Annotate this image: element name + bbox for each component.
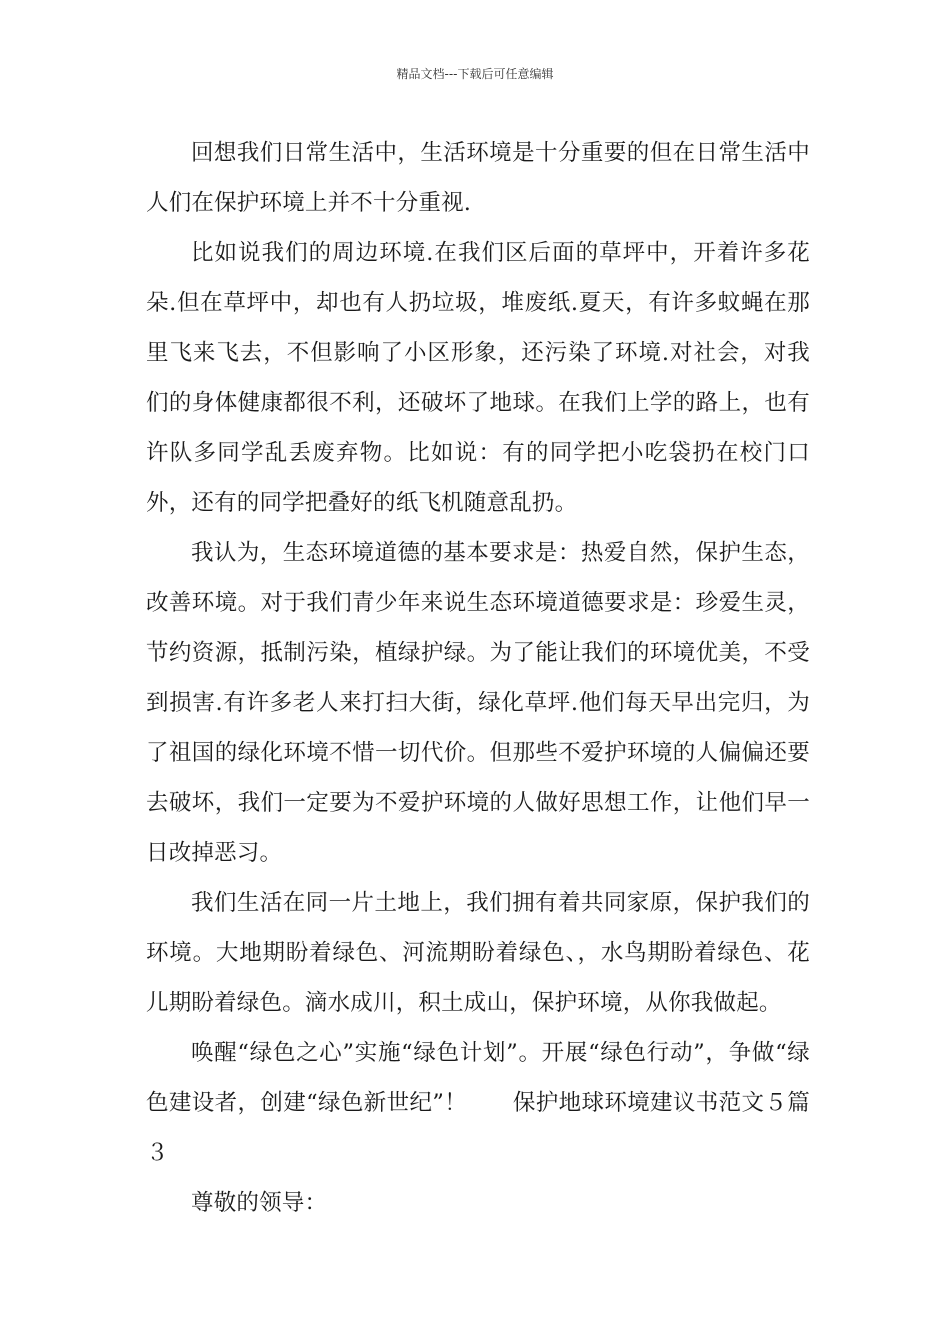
paragraph: 比如说我们的周边环境.在我们区后面的草坪中，开着许多花朵.但在草坪中，却也有人扔垃圾，堆废纸.夏天，有许多蚊蝇在那里飞来飞去，不但影响了小区形象，还污染了环境.对社会，对我们的身体健康都很不利，还破坏了地球。在我们上学的路上，也有许队多同学乱丢废弃物。比如说：有的同学把小吃袋扔在校门口外，还有的同学把叠好的纸飞机随意乱扔。 [146,240,810,516]
document-body [146,128,810,1228]
page-header: 精品文档---下载后可任意编辑 [396,67,554,81]
paragraph: 我认为，生态环境道德的基本要求是：热爱自然，保护生态，改善环境。对于我们青少年来说生态环境道德要求是：珍爱生灵，节约资源，抵制污染，植绿护绿。为了能让我们的环境优美，不受到损害.有许多老人来打扫大街，绿化草坪.他们每天早出完归，为了祖国的绿化环境不惜一切代价。但那些不爱护环境的人偏偏还要去破坏，我们一定要为不爱护环境的人做好思想工作，让他们早一日改掉恶习。 [146,540,810,866]
paragraph: 尊敬的领导： [191,1190,328,1216]
paragraph: 回想我们日常生活中，生活环境是十分重要的但在日常生活中人们在保护环境上并不十分重视. [146,140,810,216]
paragraph: 我们生活在同一片土地上，我们拥有着共同家原，保护我们的环境。大地期盼着绿色、河流期盼着绿色、，水鸟期盼着绿色、花儿期盼着绿色。滴水成川，积土成山，保护环境，从你我做起。 [146,890,810,1016]
paragraph: 唤醒“绿色之心”实施“绿色计划”。开展“绿色行动”，争做“绿色建设者，创建“绿色新世纪”！ 保护地球环境建议书范文５篇３ [146,1040,810,1166]
